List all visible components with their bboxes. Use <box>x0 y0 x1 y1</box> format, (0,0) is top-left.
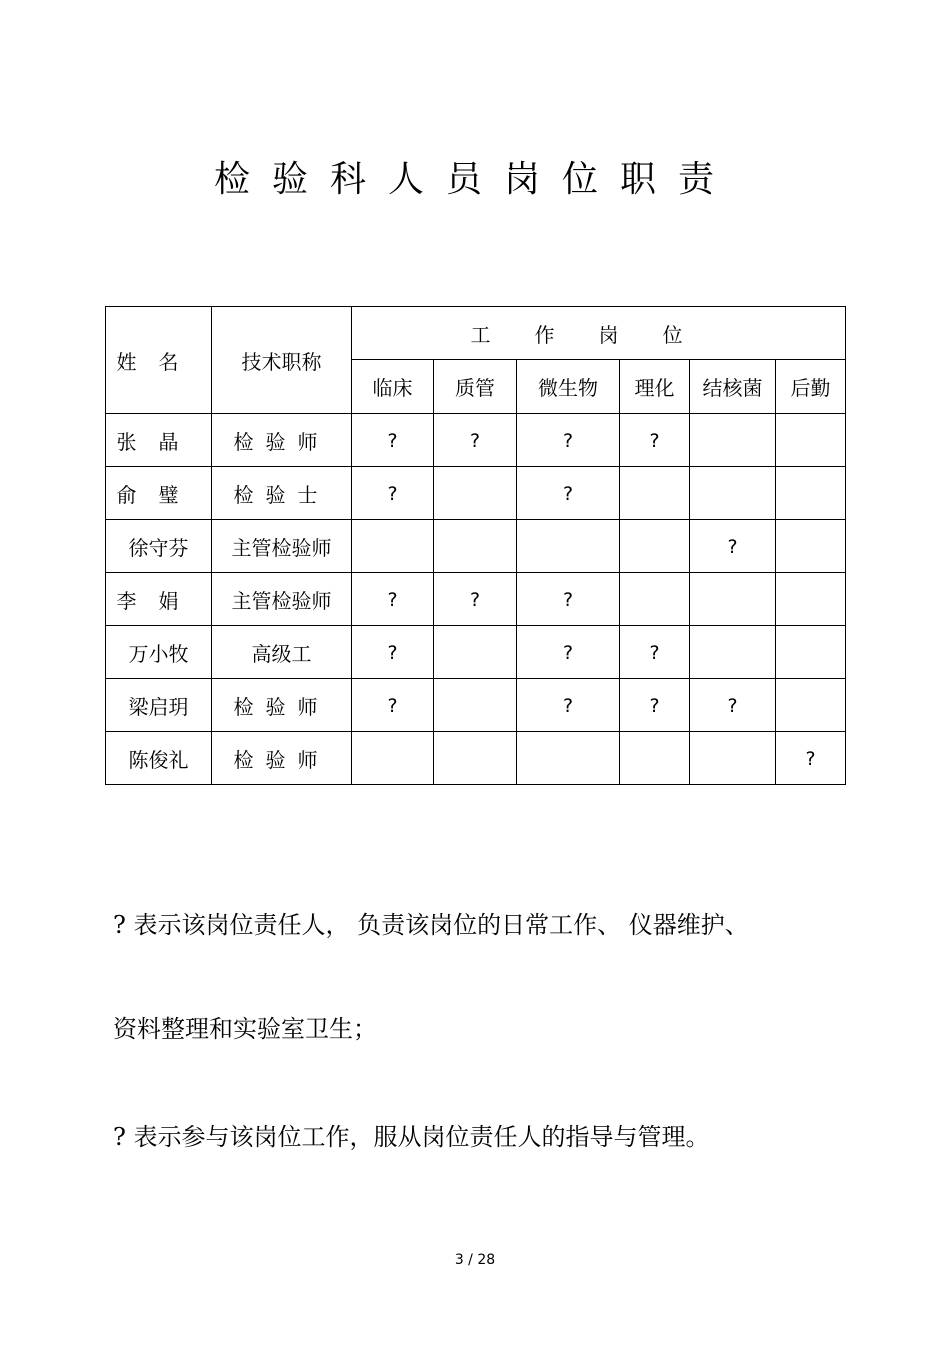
post-mark-cell <box>690 626 776 679</box>
header-post: 后勤 <box>776 360 846 414</box>
post-mark-cell <box>517 414 620 467</box>
post-mark-cell <box>434 573 517 626</box>
staff-name: 梁启玥 <box>106 679 212 732</box>
post-mark-cell <box>776 573 846 626</box>
duty-table <box>105 306 846 785</box>
staff-name: 俞璧 <box>106 467 212 520</box>
post-mark-cell <box>776 679 846 732</box>
post-mark: ? <box>649 430 660 452</box>
staff-name: 陈俊礼 <box>106 732 212 785</box>
post-mark: ? <box>727 695 738 717</box>
header-name: 姓名 <box>106 307 212 414</box>
post-mark-cell <box>352 467 434 520</box>
post-mark: ? <box>387 589 398 611</box>
post-mark-cell <box>517 626 620 679</box>
post-mark-cell <box>690 732 776 785</box>
post-mark-cell <box>352 732 434 785</box>
post-mark-cell <box>690 679 776 732</box>
post-mark: ? <box>387 695 398 717</box>
post-mark-cell <box>776 520 846 573</box>
header-post: 临床 <box>352 360 434 414</box>
note-responsible: ? 表示该岗位责任人， 负责该岗位的日常工作、 仪器维护、 <box>113 911 749 939</box>
staff-title: 检验师 <box>212 732 352 785</box>
post-mark-cell <box>690 573 776 626</box>
note-participant: ? 表示参与该岗位工作，服从岗位责任人的指导与管理。 <box>113 1123 710 1151</box>
post-mark-cell <box>352 520 434 573</box>
table-row <box>106 520 846 573</box>
post-mark: ? <box>562 589 574 611</box>
post-mark-cell <box>517 520 620 573</box>
document-title: 检验科人员岗位职责 <box>213 159 736 200</box>
post-mark: ? <box>562 483 574 505</box>
post-mark: ? <box>649 642 660 664</box>
table-row <box>106 414 846 467</box>
table-row <box>106 573 846 626</box>
post-mark-cell <box>620 679 690 732</box>
post-mark-cell <box>620 414 690 467</box>
post-mark: ? <box>387 642 398 664</box>
staff-title: 高级工 <box>212 626 352 679</box>
staff-name: 张晶 <box>106 414 212 467</box>
staff-title: 检验士 <box>212 467 352 520</box>
post-mark: ? <box>562 695 574 717</box>
post-mark: ? <box>727 536 738 558</box>
post-mark-cell <box>517 573 620 626</box>
post-mark-cell <box>620 732 690 785</box>
post-mark-cell <box>776 467 846 520</box>
post-mark-cell <box>517 467 620 520</box>
header-post: 理化 <box>620 360 690 414</box>
post-mark-cell <box>434 732 517 785</box>
post-mark-cell <box>776 732 846 785</box>
table-body <box>106 414 846 785</box>
post-mark-cell <box>620 626 690 679</box>
page-number: 3 / 28 <box>454 1252 496 1268</box>
post-mark-cell <box>352 626 434 679</box>
note-responsible-cont: 资料整理和实验室卫生； <box>113 1015 377 1043</box>
post-mark-cell <box>517 679 620 732</box>
post-mark-cell <box>352 679 434 732</box>
header-title: 技术职称 <box>212 307 352 414</box>
table-row <box>106 626 846 679</box>
post-mark-cell <box>434 520 517 573</box>
post-mark-cell <box>690 414 776 467</box>
post-mark-cell <box>620 467 690 520</box>
post-mark: ? <box>469 589 481 611</box>
post-mark-cell <box>776 626 846 679</box>
post-mark-cell <box>434 414 517 467</box>
staff-name: 徐守芬 <box>106 520 212 573</box>
table-row <box>106 679 846 732</box>
post-mark-cell <box>352 573 434 626</box>
post-mark-cell <box>434 679 517 732</box>
post-mark-cell <box>517 732 620 785</box>
staff-title: 检验师 <box>212 679 352 732</box>
post-mark: ? <box>649 695 660 717</box>
post-mark: ? <box>562 430 574 452</box>
post-mark: ? <box>387 483 398 505</box>
post-mark-cell <box>620 520 690 573</box>
post-mark-cell <box>434 467 517 520</box>
staff-name: 李娟 <box>106 573 212 626</box>
post-mark-cell <box>690 520 776 573</box>
staff-title: 主管检验师 <box>212 520 352 573</box>
header-post: 结核菌 <box>690 360 776 414</box>
post-mark-cell <box>620 573 690 626</box>
table-row <box>106 467 846 520</box>
post-mark-cell <box>776 414 846 467</box>
staff-title: 主管检验师 <box>212 573 352 626</box>
post-mark: ? <box>562 642 574 664</box>
table-row <box>106 732 846 785</box>
header-post: 微生物 <box>517 360 620 414</box>
post-mark-cell <box>434 626 517 679</box>
post-mark-cell <box>352 414 434 467</box>
post-mark-cell <box>690 467 776 520</box>
post-mark: ? <box>387 430 398 452</box>
staff-name: 万小牧 <box>106 626 212 679</box>
post-mark: ? <box>805 748 816 770</box>
header-post: 质管 <box>434 360 517 414</box>
post-mark: ? <box>469 430 481 452</box>
staff-title: 检验师 <box>212 414 352 467</box>
header-work-posts: 工作岗位 <box>352 307 846 360</box>
